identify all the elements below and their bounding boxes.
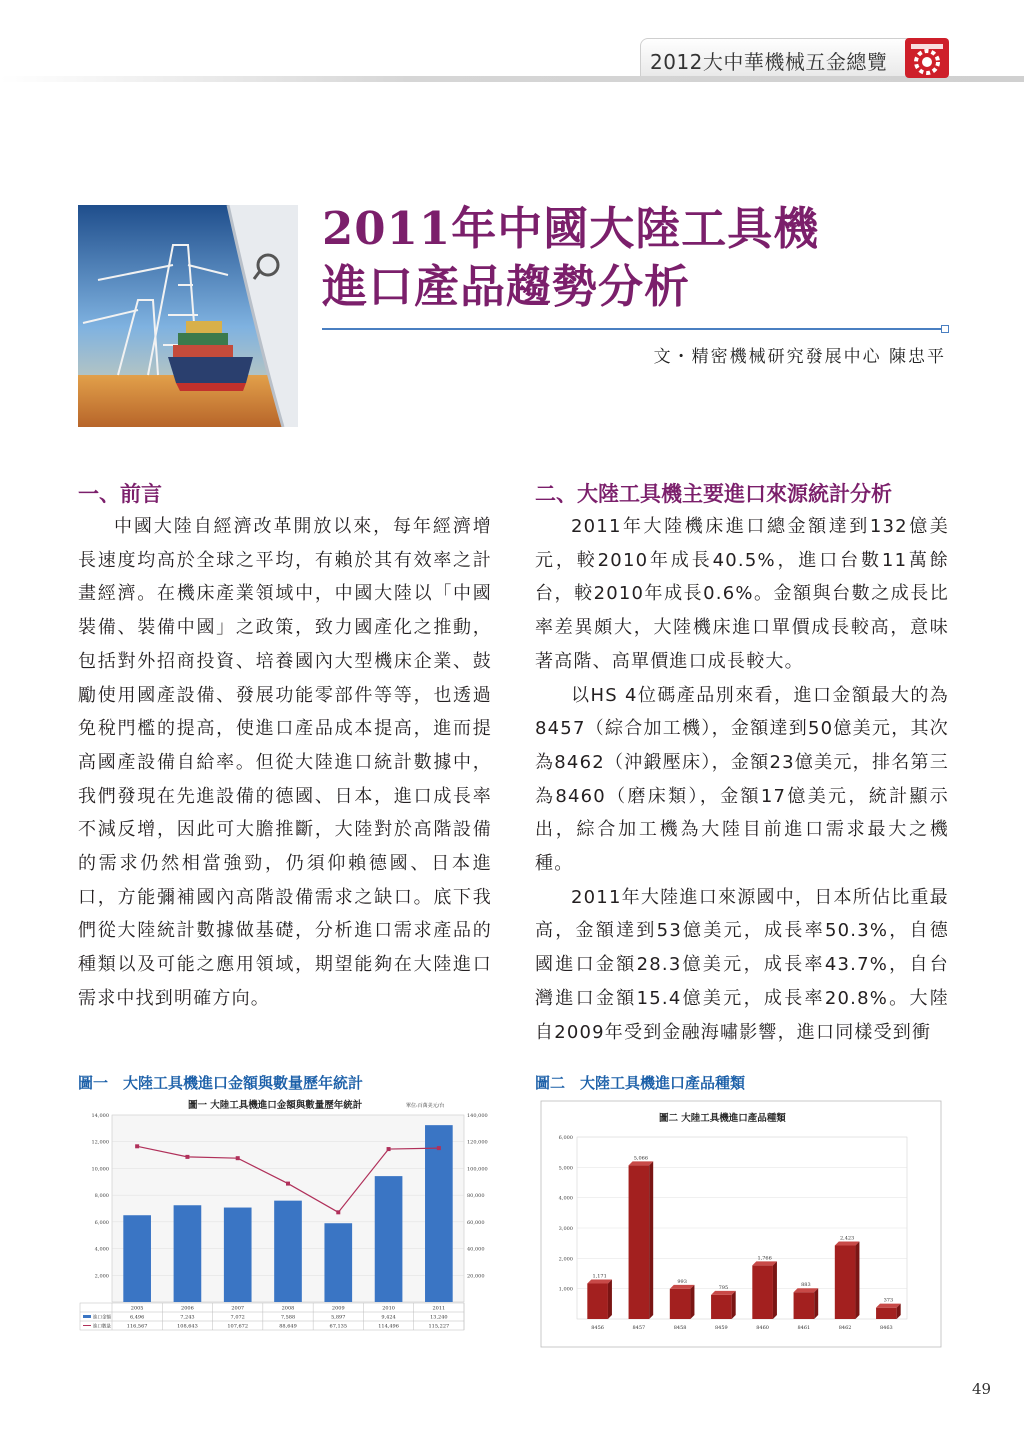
figure1-left-tick: 12,000 [91, 1139, 109, 1146]
figure2-x-tick: 8460 [756, 1325, 769, 1331]
figure1-table-cell: 6,496 [129, 1314, 145, 1321]
figure2-bar-top [835, 1242, 860, 1246]
figure1-line-marker [236, 1156, 240, 1160]
figure2-x-tick: 8463 [880, 1325, 893, 1331]
header-title: 2012大中華機械五金總覽 [650, 50, 888, 74]
figure2-x-tick: 8462 [838, 1325, 852, 1331]
figure1-right-tick: 140,000 [467, 1113, 488, 1119]
figure1-line-marker [437, 1146, 441, 1150]
figure1-bar [224, 1208, 252, 1302]
figure2-bar-side [814, 1288, 818, 1319]
figure1-bar [174, 1205, 202, 1302]
figure2-data-label: 883 [801, 1282, 811, 1289]
figure2-bar-side [732, 1291, 736, 1319]
figure1-legend-label: 進口金額 [93, 1315, 111, 1321]
figure2-bar-top [711, 1291, 736, 1295]
figure1-bar [425, 1125, 453, 1302]
figure2-data-label: 993 [677, 1278, 687, 1285]
figure2-y-tick: 2,000 [558, 1256, 573, 1263]
figure2-data-label: 795 [718, 1284, 729, 1291]
figure1-bar [375, 1176, 403, 1302]
figure1-table-cell: 7,072 [230, 1314, 245, 1321]
figure1-x-tick: 2005 [130, 1305, 144, 1312]
figure1-x-tick: 2008 [281, 1305, 295, 1312]
figure1-legend-bar-swatch [83, 1315, 91, 1318]
figure2-bar-side [855, 1242, 859, 1319]
figure2-bar [835, 1246, 856, 1319]
section2-column [535, 510, 949, 1049]
figure2-bar-top [629, 1161, 654, 1165]
figure1-bar [324, 1223, 352, 1302]
section1-column [78, 510, 492, 1016]
figure1-inner-title: 圖一 大陸工具機進口金額與數量歷年統計 [188, 1100, 363, 1111]
figure1-right-tick: 40,000 [467, 1246, 485, 1253]
figure2-bar [587, 1283, 608, 1319]
figure1-bar [123, 1215, 151, 1302]
section1-paragraph: 中國大陸自經濟改革開放以來，每年經濟增長速度均高於全球之平均，有賴於其有效率之計畫經濟。在機床產業領域中，中國大陸以「中國裝備、裝備中國」之政策，致力國產化之推動，包括對外招商投資、培養國內大型機床企業、鼓勵使用國產設備、發展功能零部件等等，也透過免稅門檻的提高，使進口產品成本提高，進而提高國產設備自給率。但從大陸進口統計數據中，我們發現在先進設備的德國、日本，進口成長率不減反增，因此可大膽推斷，大陸對於高階設備的需求仍然相當強勁，仍須仰賴德國、日本進口，方能彌補國內高階設備需求之缺口。底下我們從大陸統計數據做基礎，分析進口需求產品的種類以及可能之應用領域，期望能夠在大陸進口需求中找到明確方向。 [78, 516, 492, 1009]
figure1-table-cell: 5,897 [331, 1314, 346, 1321]
figure2-data-label: 1,171 [592, 1273, 607, 1280]
figure1-table-cell: 115,227 [428, 1323, 450, 1330]
section2-paragraph-2: 以HS 4位碼產品別來看，進口金額最大的為8457（綜合加工機），金額達到50億美元，其次為8462（沖鍛壓床），金額23億美元，排名第三為8460（磨床類），金額17億美元，統計顯示出，綜合加工機為大陸目前進口需求最大之機種。 [535, 684, 949, 875]
figure1-unit: 單位:百萬美元/台 [406, 1103, 445, 1109]
figure2-x-tick: 8461 [797, 1325, 811, 1331]
figure2-x-tick: 8456 [591, 1325, 604, 1331]
section2-paragraph-1: 2011年大陸機床進口總金額達到132億美元，較2010年成長40.5%，進口台數11萬餘台，較2010年成長0.6%。金額與台數之成長比率差異頗大，大陸機床進口單價成長較高，意味著高階、高單價進口成長較大。 [535, 516, 949, 672]
figure1-line-marker [185, 1155, 189, 1159]
figure2-y-tick: 6,000 [558, 1135, 573, 1141]
title-rule [322, 328, 944, 330]
figure1-chart [78, 1097, 490, 1351]
figure2-bar-side [649, 1161, 653, 1319]
figure1-table-cell: 107,672 [227, 1323, 249, 1330]
figure1-table-cell: 7,588 [280, 1314, 296, 1321]
byline: 文・精密機械研究發展中心 陳忠平 [653, 347, 946, 367]
figure1-x-tick: 2010 [382, 1305, 395, 1312]
article-title [322, 200, 819, 316]
figure1-x-tick: 2007 [231, 1305, 245, 1312]
figure2-bar [711, 1295, 732, 1319]
page-number: 49 [972, 1380, 992, 1398]
figure1-line-marker [135, 1144, 139, 1148]
figure1-table-cell: 9,424 [381, 1314, 396, 1321]
figure1-x-tick: 2011 [432, 1305, 446, 1312]
figure1-table-cell: 13,240 [430, 1314, 448, 1321]
figure1-line-marker [286, 1182, 290, 1186]
figure2-caption: 圖二 大陸工具機進口產品種類 [535, 1074, 746, 1092]
figure2-y-tick: 4,000 [558, 1195, 573, 1202]
figure2-chart [535, 1097, 947, 1351]
figure1-line-marker [336, 1210, 340, 1214]
figure2-y-tick: 3,000 [558, 1226, 573, 1232]
figure1-left-tick: 2,000 [94, 1273, 109, 1280]
figure2-x-tick: 8458 [673, 1325, 687, 1331]
figure2-x-tick: 8459 [715, 1325, 728, 1331]
figure1-x-tick: 2009 [331, 1305, 345, 1312]
figure2-bar-side [773, 1261, 777, 1319]
figure1-left-tick: 10,000 [91, 1166, 109, 1173]
figure1-right-tick: 80,000 [467, 1193, 485, 1200]
figure1-right-tick: 100,000 [467, 1166, 488, 1173]
section1-heading: 一、前言 [78, 481, 162, 506]
section2-heading: 二、大陸工具機主要進口來源統計分析 [535, 481, 892, 506]
figure2-bar-top [876, 1304, 901, 1308]
figure2-data-label: 1,766 [757, 1255, 772, 1262]
figure1-table-cell: 88,649 [279, 1323, 297, 1330]
figure2-bar-top [752, 1261, 777, 1265]
figure1-table-cell: 116,567 [126, 1323, 148, 1330]
section2-paragraph-3: 2011年大陸進口來源國中，日本所佔比重最高，金額達到53億美元，成長率50.3%，自德國進口金額28.3億美元，成長率43.7%，自台灣進口金額15.4億美元，成長率20.8%。大陸自2009年受到金融海嘯影響，進口同樣受到衝 [535, 886, 949, 1043]
figure2-bar-top [587, 1279, 612, 1283]
port-ship-photo [78, 205, 298, 427]
title-line-1: 2011年中國大陸工具機 [322, 202, 820, 255]
title-rule-end [941, 325, 949, 333]
figure2-bar-side [690, 1285, 694, 1319]
figure2-bar [752, 1265, 773, 1319]
figure2-bar [794, 1292, 815, 1319]
figure1-bar [274, 1201, 302, 1302]
figure1-left-tick: 8,000 [94, 1193, 109, 1200]
figure2-x-tick: 8457 [632, 1325, 646, 1331]
figure1-line-marker [387, 1147, 391, 1151]
figure2-bar-top [794, 1288, 819, 1292]
figure1-caption: 圖一 大陸工具機進口金額與數量歷年統計 [78, 1074, 364, 1092]
figure2-y-tick: 5,000 [558, 1165, 573, 1172]
figure2-y-tick: 1,000 [558, 1286, 573, 1293]
figure1-table-cell: 7,243 [180, 1314, 195, 1321]
figure2-inner-title: 圖二 大陸工具機進口產品種類 [659, 1113, 786, 1124]
header-rule [0, 76, 1024, 82]
figure2-data-label: 5,066 [633, 1155, 649, 1162]
figure1-x-tick: 2006 [181, 1305, 194, 1312]
figure1-right-tick: 60,000 [467, 1219, 485, 1226]
figure1-right-tick: 120,000 [467, 1139, 488, 1146]
figure2-data-label: 2,423 [839, 1235, 855, 1242]
figure1-table-cell: 108,643 [177, 1323, 198, 1330]
title-line-2: 進口產品趨勢分析 [322, 260, 691, 313]
figure1-legend-label: 進口數量 [93, 1324, 111, 1330]
figure1-table-cell: 67,135 [329, 1323, 348, 1330]
gear-logo-icon [905, 38, 949, 78]
figure2-bar [629, 1165, 650, 1319]
figure2-bar [670, 1289, 691, 1319]
figure2-bar [876, 1308, 897, 1319]
figure2-bar-top [670, 1285, 695, 1289]
figure1-left-tick: 6,000 [94, 1219, 109, 1226]
figure1-left-tick: 4,000 [94, 1246, 109, 1253]
figure1-right-tick: 20,000 [467, 1273, 485, 1280]
figure1-table-cell: 114,496 [378, 1323, 399, 1330]
figure1-left-tick: 14,000 [91, 1113, 109, 1119]
figure2-bar-side [608, 1279, 612, 1319]
figure2-data-label: 373 [883, 1297, 894, 1304]
